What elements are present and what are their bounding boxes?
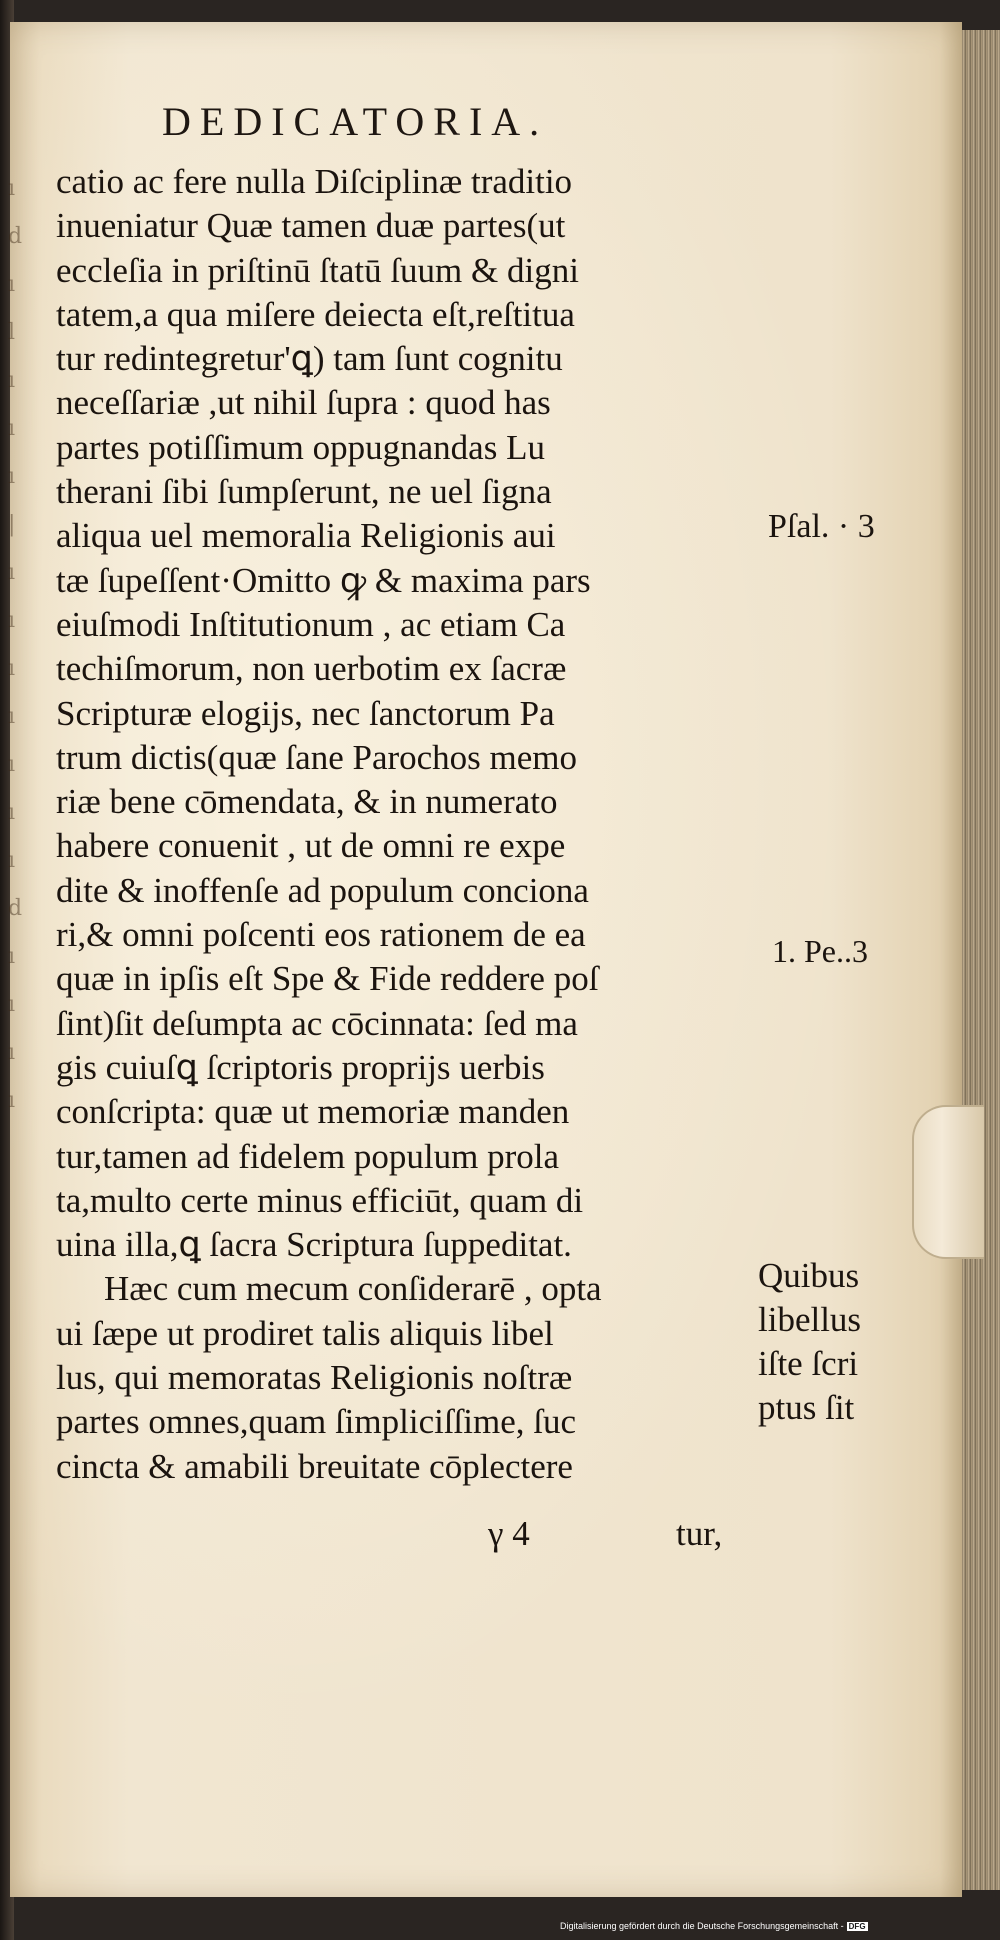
text-line: catio ac fere nulla Diſciplinæ traditio	[56, 162, 573, 201]
text-line: neceſſariæ ,ut nihil ſupra : quod has	[56, 383, 551, 423]
margin-note-line: Quibus	[758, 1256, 860, 1295]
text-line: ui ſæpe ut prodiret talis aliquis libel	[56, 1313, 554, 1353]
text-line: tatem,a qua miſere deiecta eſt,reſtitua	[56, 294, 575, 334]
margin-note-line: iſte ſcri	[758, 1344, 859, 1383]
dfg-logo: DFG	[848, 1922, 866, 1931]
body-text	[56, 160, 776, 1489]
margin-note-quibus	[758, 1254, 861, 1430]
text-line: inueniatur Quæ tamen duæ partes(ut	[56, 206, 566, 246]
text-line: tur redintegretur'ꝗ) tam ſunt cognitu	[56, 339, 563, 379]
text-line: eiuſmodi Inſtitutionum , ac etiam Ca	[56, 604, 566, 644]
text-line: gis cuiuſꝗ ſcriptoris proprijs uerbis	[56, 1047, 545, 1087]
text-line: therani ſibi ſumpſerunt, ne uel ſigna	[56, 472, 552, 512]
page-clasp-mark	[912, 1105, 984, 1259]
text-line: conſcripta: quæ ut memoriæ manden	[56, 1092, 570, 1132]
text-line: ta,multo certe minus efficiūt, quam di	[56, 1180, 584, 1220]
text-line: habere conuenit , ut de omni re expe	[56, 826, 566, 866]
digitization-credit	[560, 1921, 868, 1931]
text-line: partes omnes,quam ſimpliciſſime, ſuc	[56, 1402, 577, 1442]
margin-note-line: libellus	[758, 1300, 862, 1339]
margin-note-peter: 1. Pe..3	[772, 933, 868, 969]
text-line: tur,tamen ad fidelem populum prola	[56, 1136, 560, 1176]
text-line: Hæc cum mecum conſiderarē , opta	[104, 1269, 602, 1309]
credit-text: Digitalisierung gefördert durch die Deutsche Forschungsgemeinschaft -	[560, 1921, 844, 1931]
text-line: lus, qui memoratas Religionis noſtræ	[56, 1358, 573, 1398]
margin-note-line: ptus ſit	[758, 1388, 855, 1427]
bleed-through-marks: ı d ı l ı ı ı | ı ı ı ı ı ı ı d ı ı ı ı	[8, 176, 23, 1113]
text-line: aliqua uel memoralia Religionis aui	[56, 516, 556, 556]
catchword: tur,	[676, 1514, 723, 1553]
text-line: eccleſia in priſtinū ſtatū ſuum & digni	[56, 250, 579, 290]
signature-mark: γ 4	[488, 1514, 530, 1553]
text-line: cincta & amabili breuitate cōplectere	[56, 1446, 573, 1486]
margin-note-psalm: Pſal. · 3	[768, 508, 875, 545]
text-line: trum dictis(quæ ſane Parochos memo	[56, 737, 578, 777]
text-line: ri,& omni poſcenti eos rationem de ea	[56, 915, 586, 955]
text-line: tæ ſupeſſent·Omitto ꝙ & maxima pars	[56, 560, 591, 600]
text-line: quæ in ipſis eſt Spe & Fide reddere poſ	[56, 959, 599, 999]
text-line: techiſmorum, non uerbotim ex ſacræ	[56, 649, 567, 689]
text-line: uina illa,ꝗ ſacra Scriptura ſuppeditat.	[56, 1225, 572, 1265]
page-edges	[962, 30, 1000, 1890]
text-line: ſint)ſit deſumpta ac cōcinnata: ſed ma	[56, 1003, 578, 1043]
text-line: riæ bene cōmendata, & in numerato	[56, 782, 558, 822]
text-line: Scripturæ elogijs, nec ſanctorum Pa	[56, 693, 555, 733]
text-line: dite & inoffenſe ad populum conciona	[56, 870, 589, 910]
running-head: DEDICATORIA.	[162, 99, 549, 144]
text-line: partes potiſſimum oppugnandas Lu	[56, 427, 545, 467]
